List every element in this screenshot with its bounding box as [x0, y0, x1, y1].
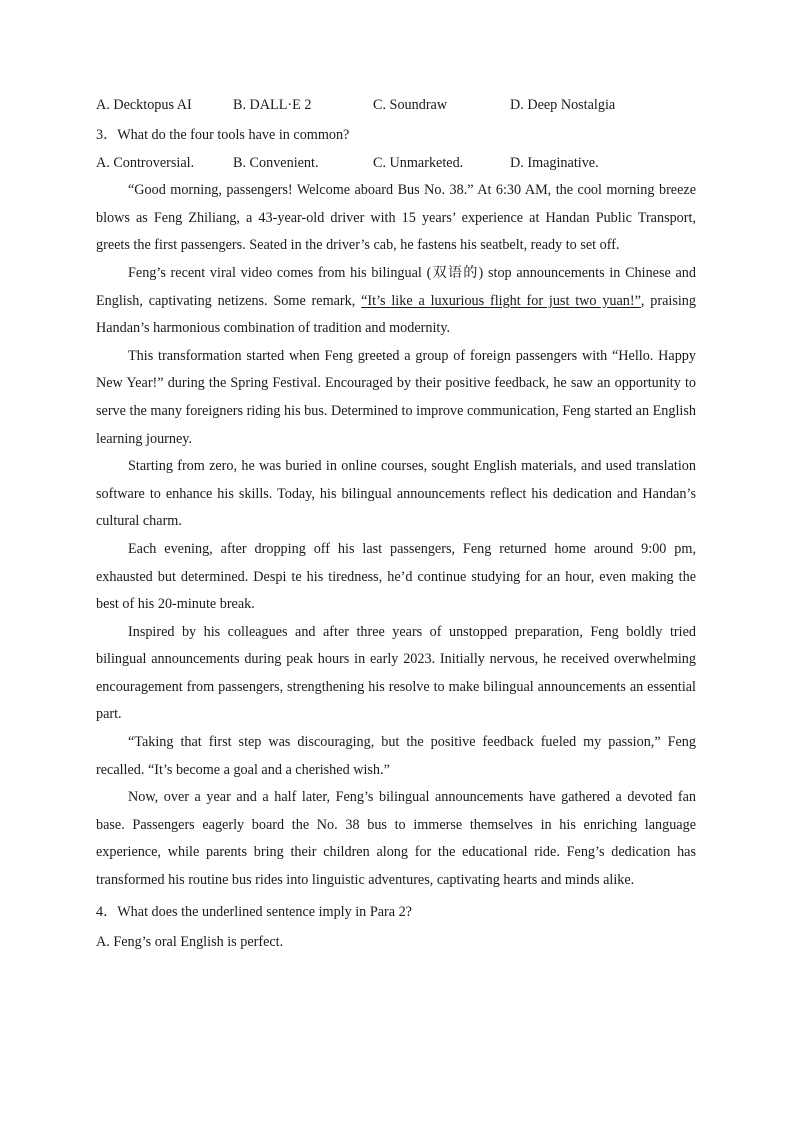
question-4: 4．What does the underlined sentence imply in Para 2?: [96, 903, 412, 920]
option-a: A. Decktopus AI: [96, 97, 192, 113]
option-c: C. Unmarketed.: [373, 154, 464, 171]
document-page: [96, 92, 696, 957]
question-2-options: [96, 92, 696, 120]
paragraph-2-text-end: , praising Handan’s harmonious combination of tradition and modernity.: [96, 292, 696, 337]
paragraph-6: Inspired by his colleagues and after three years of unstopped preparation, Feng boldly tried bilingual announcements during peak hours in early 2023. Initially nervous, he received overwhelming encouragement from passengers, strengthening his resolve to make bilingual announcements an essential part.: [96, 623, 696, 723]
option-a: A. Controversial.: [96, 154, 195, 171]
reading-passage: [96, 177, 696, 894]
paragraph-2-text: Feng’s recent viral video comes from his bilingual (双语的) stop announcements in Chinese and English, captivating netizens. Some remark,: [96, 264, 696, 309]
underlined-sentence: “It’s like a luxurious flight for just two yuan!”: [361, 292, 641, 309]
paragraph-5: Each evening, after dropping off his last passengers, Feng returned home around 9:00 pm, exhausted but determined. Despi te his tiredness, he’d continue studying for an hour, even making the best of his 20-minute break.: [96, 540, 696, 613]
option-d: D. Imaginative.: [510, 154, 599, 171]
paragraph-4: Starting from zero, he was buried in online courses, sought English materials, and used translation software to enhance his skills. Today, his bilingual announcements reflect his dedication and Handan’s cultural charm.: [96, 458, 696, 530]
option-d: D. Deep Nostalgia: [510, 97, 616, 113]
option-c: C. Soundraw: [373, 97, 448, 113]
option-b: B. Convenient.: [233, 154, 319, 171]
option-b: B. DALL·E 2: [233, 97, 312, 113]
paragraph-7: “Taking that first step was discouraging, but the positive feedback fueled my passion,” Feng recalled. “It’s become a goal and a cherished wish.”: [96, 734, 696, 778]
question-3: 3．What do the four tools have in common?: [96, 126, 350, 143]
paragraph-8: Now, over a year and a half later, Feng’s bilingual announcements have gathered a devoted fan base. Passengers eagerly board the No. 38 bus to immerse themselves in his enriching language experience, while parents bring their children along for the educational ride. Feng’s dedication has transformed his routine bus rides into linguistic adventures, captivating hearts and minds alike.: [96, 789, 696, 889]
paragraph-1: “Good morning, passengers! Welcome aboard Bus No. 38.” At 6:30 AM, the cool morning breeze blows as Feng Zhiliang, a 43-year-old driver with 15 years’ experience at Handan Public Transport, greets the first passengers. Seated in the driver’s cab, he fastens his seatbelt, ready to set off.: [96, 182, 696, 254]
paragraph-2: [96, 260, 696, 343]
question-4-option-a: A. Feng’s oral English is perfect.: [96, 933, 284, 950]
paragraph-3: This transformation started when Feng greeted a group of foreign passengers with “Hello. Happy New Year!” during the Spring Festival. Encouraged by their positive feedback, he saw an opportunity to serve the many foreigners riding his bus. Determined to improve communication, Feng started an English learning journey.: [96, 347, 696, 447]
question-3-options: [96, 150, 696, 178]
